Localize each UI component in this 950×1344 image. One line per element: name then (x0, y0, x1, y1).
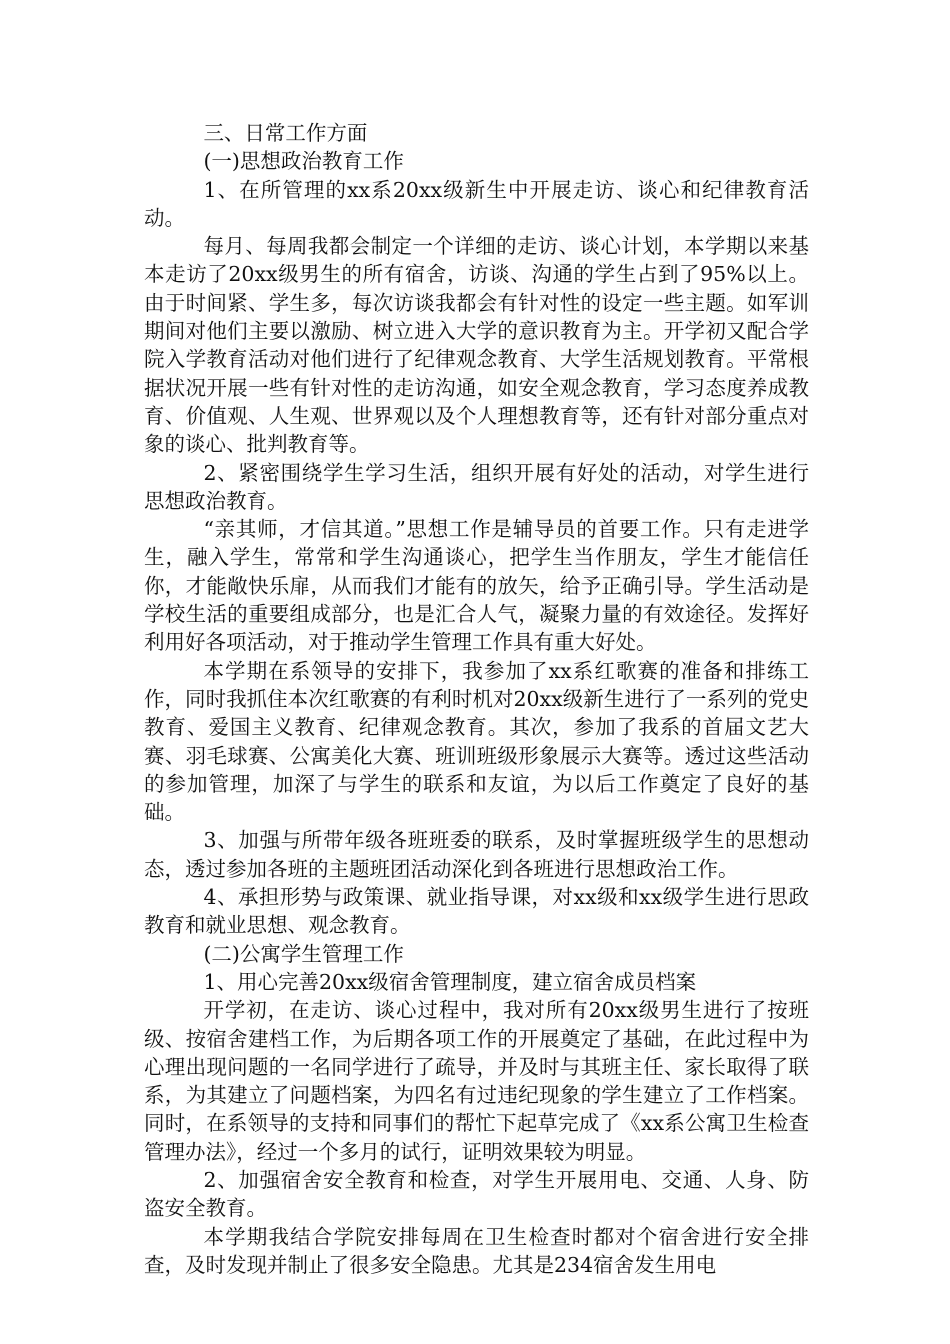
item-heading: 3、加强与所带年级各班班委的联系，及时掌握班级学生的思想动态，透过参加各班的主题班团活动深化到各班进行思想政治工作。 (144, 828, 809, 881)
body-paragraph: 本学期我结合学院安排每周在卫生检查时都对个宿舍进行安全排查，及时发现并制止了很多安全隐患。尤其是234宿舍发生用电 (144, 1224, 809, 1277)
body-paragraph: “亲其师，才信其道。”思想工作是辅导员的首要工作。只有走进学生，融入学生，常常和学生沟通谈心，把学生当作朋友，学生才能信任你，才能敞快乐扉，从而我们才能有的放矢，给予正确引导。学生活动是学校生活的重要组成部分，也是汇合人气，凝聚力量的有效途径。发挥好利用好各项活动，对于推动学生管理工作具有重大好处。 (144, 517, 809, 655)
item-heading: 1、用心完善20xx级宿舍管理制度，建立宿舍成员档案 (203, 969, 697, 994)
document-body (144, 119, 809, 1279)
body-paragraph: 每月、每周我都会制定一个详细的走访、谈心计划，本学期以来基本走访了20xx级男生的所有宿舍，访谈、沟通的学生占到了95%以上。由于时间紧、学生多，每次访谈我都会有针对性的设定一些主题。如军训期间对他们主要以激励、树立进入大学的意识教育为主。开学初又配合学院入学教育活动对他们进行了纪律观念教育、大学生活规划教育。平常根据状况开展一些有针对性的走访沟通，如安全观念教育，学习态度养成教育、价值观、人生观、世界观以及个人理想教育等，还有针对部分重点对象的谈心、批判教育等。 (144, 234, 809, 457)
item-heading: 2、紧密围绕学生学习生活，组织开展有好处的活动，对学生进行思想政治教育。 (144, 460, 809, 513)
item-heading: 2、加强宿舍安全教育和检查，对学生开展用电、交通、人身、防盗安全教育。 (144, 1167, 809, 1221)
body-paragraph: 开学初，在走访、谈心过程中，我对所有20xx级男生进行了按班级、按宿舍建档工作，为后期各项工作的开展奠定了基础，在此过程中为心理出现问题的一名同学进行了疏导，并及时与其班主任、家长取得了联系，为其建立了问题档案，为四名有过违纪现象的学生建立了工作档案。同时，在系领导的支持和同事们的帮忙下起草完成了《xx系公寓卫生检查管理办法》，经过一个多月的试行，证明效果较为明显。 (144, 998, 809, 1164)
item-heading: 1、在所管理的xx系20xx级新生中开展走访、谈心和纪律教育活动。 (144, 177, 809, 230)
item-heading: 4、承担形势与政策课、就业指导课，对xx级和xx级学生进行思政教育和就业思想、观念教育。 (144, 885, 809, 938)
subsection-heading: (二)公寓学生管理工作 (203, 941, 404, 966)
section-heading: 三、日常工作方面 (203, 121, 368, 145)
subsection-heading: (一)思想政治教育工作 (203, 149, 404, 174)
body-paragraph: 本学期在系领导的安排下，我参加了xx系红歌赛的准备和排练工作，同时我抓住本次红歌赛的有利时机对20xx级新生进行了一系列的党史教育、爱国主义教育、纪律观念教育。其次，参加了我系的首届文艺大赛、羽毛球赛、公寓美化大赛、班训班级形象展示大赛等。透过这些活动的参加管理，加深了与学生的联系和友谊，为以后工作奠定了良好的基础。 (144, 658, 809, 825)
